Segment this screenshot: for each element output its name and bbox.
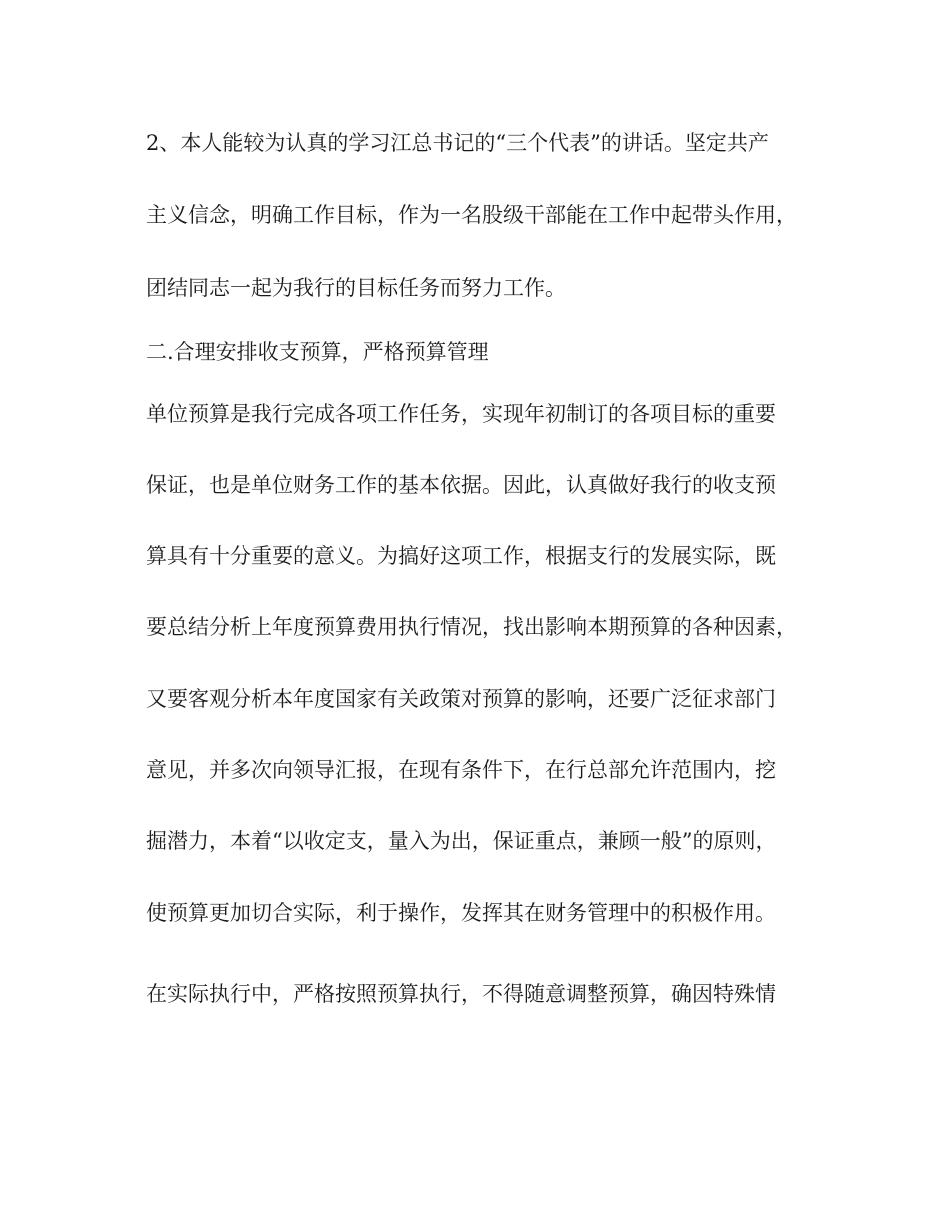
paragraph-1-line-2: 主义信念，明确工作目标，作为一名股级干部能在工作中起带头作用，	[146, 203, 797, 227]
section-heading: 二.合理安排收支预算，严格预算管理	[146, 340, 489, 364]
paragraph-2-line-3: 算具有十分重要的意义。为搞好这项工作，根据支行的发展实际，既	[146, 544, 776, 568]
paragraph-2-line-8: 使预算更加切合实际，利于操作，发挥其在财务管理中的积极作用。	[146, 901, 776, 925]
paragraph-2-line-5: 又要客观分析本年度国家有关政策对预算的影响，还要广泛征求部门	[146, 687, 776, 711]
paragraph-3-line-1: 在实际执行中，严格按照预算执行，不得随意调整预算，确因特殊情	[146, 982, 776, 1006]
paragraph-2-line-1: 单位预算是我行完成各项工作任务，实现年初制订的各项目标的重要	[146, 402, 776, 426]
paragraph-2-line-2: 保证，也是单位财务工作的基本依据。因此，认真做好我行的收支预	[146, 473, 776, 497]
paragraph-2-line-6: 意见，并多次向领导汇报，在现有条件下，在行总部允许范围内，挖	[146, 758, 776, 782]
paragraph-1-line-1: 2、本人能较为认真的学习江总书记的“三个代表”的讲话。坚定共产	[146, 131, 769, 155]
paragraph-2-line-4: 要总结分析上年度预算费用执行情况，找出影响本期预算的各种因素，	[146, 615, 797, 639]
paragraph-2-line-7: 掘潜力，本着“以收定支，量入为出，保证重点，兼顾一般”的原则，	[146, 829, 777, 853]
paragraph-1-line-3: 团结同志一起为我行的目标任务而努力工作。	[146, 276, 566, 300]
